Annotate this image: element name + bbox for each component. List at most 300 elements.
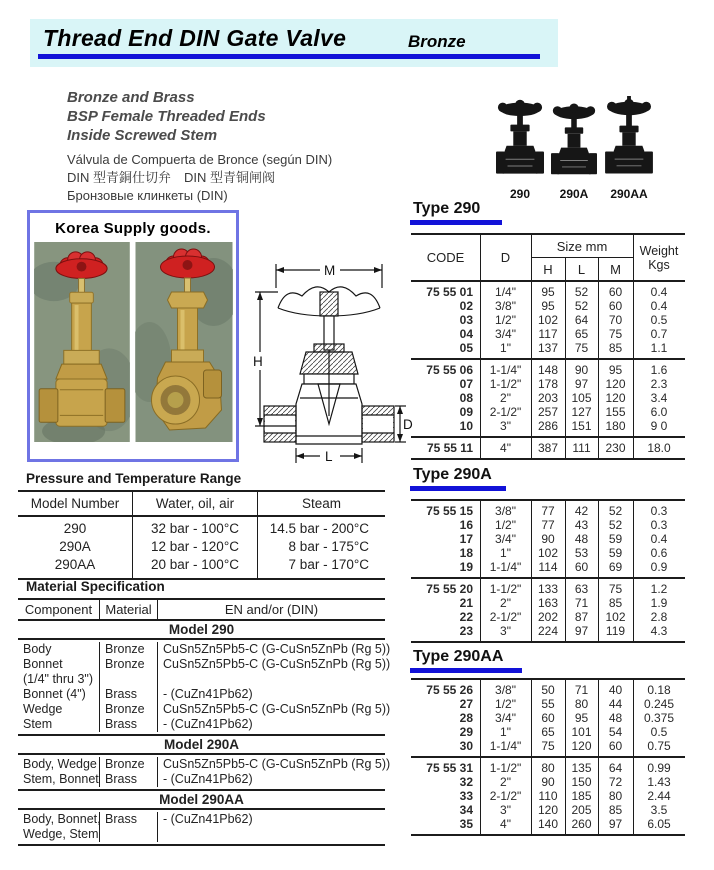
size-cell-l: 120: [571, 739, 592, 753]
size-cell-code: 75 55 01: [426, 285, 473, 299]
size-cell-h: 133: [537, 582, 559, 596]
size-cell-l: 53: [574, 546, 589, 560]
size-cell-h: 50: [541, 683, 555, 697]
size-cell-d: 1-1/2": [489, 582, 522, 596]
size-cell-l: 71: [574, 683, 589, 697]
size-cell-m: 40: [608, 683, 623, 697]
size-cell-m: 120: [605, 391, 626, 405]
size-cell-m: 44: [608, 697, 623, 711]
size-row: [411, 624, 685, 638]
size-cell-l: 48: [574, 532, 589, 546]
size-row: [411, 532, 685, 546]
size-cell-code: 03: [459, 313, 473, 327]
size-cell-d: 2-1/2": [489, 789, 522, 803]
header-d: D: [500, 250, 511, 265]
material-rows: [18, 755, 391, 789]
size-cell-h: 387: [537, 441, 559, 455]
pressure-header-water: Water, oil, air: [133, 492, 258, 517]
pressure-cell: 290AA: [18, 556, 133, 574]
size-cell-weight: 0.4: [650, 532, 668, 546]
type-290-underline: [410, 220, 502, 225]
size-cell-code: 75 55 31: [426, 761, 473, 775]
materials-header-material: Material: [100, 600, 158, 619]
model-thumbnails: [496, 96, 654, 201]
size-cell-d: 2": [500, 596, 511, 610]
size-cell-h: 257: [537, 405, 559, 419]
size-cell-l: 65: [574, 327, 589, 341]
size-cell-weight: 3.5: [650, 803, 668, 817]
size-cell-weight: 2.3: [650, 377, 668, 391]
materials-body: [18, 621, 391, 844]
size-cell-code: 02: [459, 299, 473, 313]
size-cell-d: 3/8": [495, 683, 516, 697]
material-cell: CuSn5Zn5Pb5-C (G-CuSn5ZnPb (Rg 5)): [163, 642, 391, 656]
material-cell: Bronze: [100, 642, 158, 657]
size-cell-weight: 0.3: [650, 504, 668, 518]
dim-label-m: M: [324, 263, 336, 278]
intro-translation-line: Бронзовые клинкеты (DIN): [67, 188, 228, 203]
size-cell-d: 1-1/2": [489, 761, 522, 775]
size-cell-l: 60: [574, 560, 589, 574]
size-row: [411, 441, 685, 455]
material-cell: CuSn5Zn5Pb5-C (G-CuSn5ZnPb (Rg 5)): [163, 657, 391, 671]
size-cell-h: 65: [541, 725, 555, 739]
size-cell-d: 1-1/4": [489, 560, 522, 574]
thumbnail-290aa: [604, 96, 654, 201]
material-model-band: Model 290AA: [18, 789, 385, 810]
size-cell-code: 30: [459, 739, 473, 753]
size-cell-m: 64: [608, 761, 623, 775]
size-cell-l: 95: [574, 711, 589, 725]
header-code: CODE: [426, 250, 465, 265]
intro-feature-line: Inside Screwed Stem: [67, 127, 218, 144]
size-cell-d: 3/8": [495, 504, 516, 518]
size-cell-m: 59: [608, 532, 623, 546]
material-cell: Bonnet: [18, 657, 100, 672]
size-cell-code: 07: [459, 377, 473, 391]
size-row: [411, 391, 685, 405]
size-cell-m: 48: [608, 711, 623, 725]
materials-table-title: Material Specification: [26, 579, 165, 594]
size-cell-weight: 3.4: [650, 391, 668, 405]
size-cell-d: 4": [500, 441, 511, 455]
intro-translation-line: DIN 型青銅仕切弁 DIN 型青铜闸阀: [67, 170, 276, 185]
size-cell-code: 75 55 15: [426, 504, 473, 518]
size-cell-d: 1": [500, 341, 511, 355]
photo-caption: Korea Supply goods.: [55, 220, 211, 237]
size-cell-l: 90: [574, 363, 589, 377]
size-cell-h: 224: [537, 624, 559, 638]
size-cell-code: 04: [459, 327, 473, 341]
size-cell-h: 55: [541, 697, 555, 711]
material-model-band: Model 290A: [18, 734, 385, 755]
material-cell: - (CuZn41Pb62): [163, 717, 253, 731]
materials-header-row: [18, 600, 385, 621]
material-cell: Stem: [18, 717, 100, 732]
size-cell-h: 163: [537, 596, 559, 610]
size-row: [411, 546, 685, 560]
size-table-header: [411, 235, 685, 282]
size-cell-l: 105: [571, 391, 592, 405]
size-cell-weight: 0.375: [643, 711, 675, 725]
size-cell-d: 1": [500, 725, 511, 739]
size-table-divider: [480, 501, 481, 641]
size-cell-m: 69: [608, 560, 623, 574]
material-cell: Brass: [100, 772, 158, 787]
pressure-cell: 290: [18, 517, 133, 538]
size-cell-weight: 0.7: [650, 327, 668, 341]
size-table-divider: [565, 680, 566, 834]
material-cell: Bonnet (4"): [18, 687, 100, 702]
title-banner: [30, 19, 558, 67]
size-cell-code: 75 55 06: [426, 363, 473, 377]
pressure-table-title: Pressure and Temperature Range: [26, 471, 242, 486]
size-cell-weight: 0.9: [650, 560, 668, 574]
header-m: M: [610, 261, 621, 277]
material-rows: [18, 810, 385, 844]
pressure-header-model: Model Number: [18, 492, 133, 517]
size-row: [411, 582, 685, 596]
intro-features: [67, 88, 332, 145]
material-cell: Brass: [100, 717, 158, 732]
size-cell-d: 1": [500, 546, 511, 560]
size-table-divider: [531, 680, 532, 834]
intro-feature-line: BSP Female Threaded Ends: [67, 108, 266, 125]
size-cell-weight: 1.6: [650, 363, 668, 377]
material-cell: CuSn5Zn5Pb5-C (G-CuSn5ZnPb (Rg 5)): [163, 757, 391, 771]
size-cell-l: 42: [574, 504, 589, 518]
dim-label-h: H: [253, 354, 263, 369]
size-cell-l: 111: [572, 441, 591, 455]
pressure-spacer: [133, 574, 258, 578]
size-cell-code: 75 55 26: [426, 683, 473, 697]
size-cell-d: 3/8": [495, 299, 516, 313]
size-cell-m: 60: [608, 739, 623, 753]
size-cell-d: 1/2": [495, 518, 516, 532]
size-cell-m: 102: [605, 610, 626, 624]
size-row: [411, 313, 685, 327]
size-cell-m: 52: [608, 504, 623, 518]
material-cell: [158, 672, 385, 687]
intro-block: [67, 88, 332, 205]
size-row-group: [411, 680, 685, 756]
size-cell-m: 97: [608, 817, 623, 831]
size-row: [411, 761, 685, 775]
material-cell: [100, 672, 158, 687]
size-cell-code: 09: [459, 405, 473, 419]
material-cell: - (CuZn41Pb62): [163, 772, 253, 786]
pressure-spacer: [18, 574, 133, 578]
size-cell-weight: 0.5: [650, 725, 668, 739]
material-cell: Bronze: [100, 657, 158, 672]
size-row: [411, 285, 685, 299]
header-l: L: [577, 261, 586, 277]
size-cell-h: 110: [538, 789, 558, 803]
size-cell-m: 119: [605, 624, 626, 638]
material-cell: [100, 827, 158, 842]
size-cell-d: 1/4": [495, 285, 516, 299]
size-cell-code: 22: [459, 610, 473, 624]
size-cell-h: 286: [537, 419, 559, 433]
size-cell-m: 120: [605, 377, 626, 391]
size-cell-d: 3/4": [495, 711, 516, 725]
pressure-header-steam: Steam: [258, 492, 385, 517]
size-cell-weight: 2.44: [647, 789, 671, 803]
size-cell-m: 54: [608, 725, 623, 739]
size-row: [411, 817, 685, 831]
size-cell-d: 2": [500, 775, 511, 789]
size-cell-m: 75: [608, 582, 623, 596]
materials-header-component: Component: [18, 600, 100, 619]
type-290aa-underline: [410, 668, 522, 673]
thumbnail-label: 290AA: [610, 187, 648, 201]
size-cell-h: 140: [537, 817, 559, 831]
size-cell-weight: 0.99: [647, 761, 671, 775]
size-cell-h: 80: [541, 761, 555, 775]
size-cell-m: 85: [608, 341, 623, 355]
size-cell-l: 205: [571, 803, 592, 817]
size-cell-weight: 18.0: [647, 441, 671, 455]
size-cell-h: 202: [537, 610, 559, 624]
type-290-heading: Type 290: [413, 200, 481, 217]
size-row: [411, 697, 685, 711]
material-cell: CuSn5Zn5Pb5-C (G-CuSn5ZnPb (Rg 5)): [163, 702, 391, 716]
pressure-cell: 12 bar - 120°C: [133, 538, 258, 556]
size-cell-m: 75: [608, 327, 623, 341]
material-cell: Wedge: [18, 702, 100, 717]
size-cell-d: 1-1/2": [489, 377, 522, 391]
size-table-290: [411, 233, 685, 460]
pressure-cell: 20 bar - 100°C: [133, 556, 258, 574]
size-cell-l: 80: [574, 697, 589, 711]
size-row: [411, 299, 685, 313]
pressure-cell: 7 bar - 170°C: [288, 557, 369, 572]
title-underline: [38, 54, 540, 59]
size-row-group: [411, 756, 685, 834]
material-cell: Bronze: [100, 757, 158, 772]
type-290a-heading: Type 290A: [413, 466, 492, 483]
material-cell: Brass: [100, 812, 158, 827]
size-cell-h: 75: [541, 739, 555, 753]
size-cell-l: 75: [574, 341, 589, 355]
valve-photo-angled: [135, 242, 233, 442]
size-cell-m: 60: [608, 299, 623, 313]
size-cell-code: 17: [459, 532, 473, 546]
size-cell-weight: 0.18: [647, 683, 671, 697]
size-cell-l: 43: [574, 518, 589, 532]
size-cell-l: 52: [574, 285, 589, 299]
pressure-spacer: [258, 574, 385, 578]
size-cell-d: 3": [500, 803, 511, 817]
size-cell-d: 2-1/2": [489, 610, 522, 624]
size-cell-weight: 4.3: [650, 624, 668, 638]
size-cell-m: 180: [605, 419, 626, 433]
size-table-divider: [480, 680, 481, 834]
material-model-band: Model 290: [18, 621, 385, 640]
size-cell-code: 29: [459, 725, 473, 739]
size-cell-l: 63: [574, 582, 589, 596]
size-table-divider: [633, 235, 634, 458]
size-cell-l: 135: [571, 761, 592, 775]
size-cell-m: 85: [608, 803, 623, 817]
size-cell-code: 33: [459, 789, 473, 803]
size-cell-code: 08: [459, 391, 473, 405]
size-row: [411, 504, 685, 518]
size-table-divider: [565, 501, 566, 641]
size-cell-d: 2-1/2": [489, 405, 522, 419]
type-290aa-heading: Type 290AA: [413, 648, 504, 665]
size-cell-weight: 1.2: [650, 582, 668, 596]
size-cell-d: 3": [500, 419, 511, 433]
size-cell-h: 95: [541, 285, 555, 299]
header-weight: [633, 235, 685, 280]
size-cell-code: 32: [459, 775, 473, 789]
header-size-mm: Size mm: [531, 235, 633, 258]
size-table-divider: [598, 680, 599, 834]
size-cell-d: 1-1/4": [489, 739, 522, 753]
size-cell-d: 3": [500, 624, 511, 638]
size-cell-m: 72: [608, 775, 623, 789]
pressure-cell: 14.5 bar - 200°C: [269, 521, 369, 536]
size-cell-weight: 6.05: [647, 817, 671, 831]
size-row: [411, 419, 685, 433]
size-cell-code: 21: [459, 596, 473, 610]
size-cell-m: 155: [605, 405, 626, 419]
size-row-group: [411, 358, 685, 436]
size-cell-m: 59: [608, 546, 623, 560]
intro-translation-line: Válvula de Compuerta de Bronce (según DIN): [67, 152, 333, 167]
size-cell-h: 90: [541, 775, 555, 789]
material-cell: Wedge, Stem: [18, 827, 100, 842]
material-cell: Stem, Bonnet: [18, 772, 100, 787]
size-table-290a: [411, 499, 685, 643]
size-cell-weight: 1.43: [647, 775, 671, 789]
size-cell-l: 97: [574, 377, 589, 391]
valve-290-icon: [496, 98, 544, 184]
size-table-divider: [633, 501, 634, 641]
valve-290a-icon: [551, 102, 597, 184]
material-cell: - (CuZn41Pb62): [163, 687, 253, 701]
size-cell-l: 150: [571, 775, 592, 789]
size-row: [411, 739, 685, 753]
size-cell-h: 102: [537, 313, 559, 327]
size-cell-l: 87: [574, 610, 589, 624]
intro-feature-line: Bronze and Brass: [67, 89, 195, 106]
size-table-divider: [480, 235, 481, 458]
page-title-material: Bronze: [408, 32, 466, 51]
size-cell-weight: 6.0: [650, 405, 668, 419]
size-cell-weight: 0.5: [650, 313, 668, 327]
material-cell: Body, Wedge: [18, 757, 100, 772]
size-cell-m: 70: [608, 313, 623, 327]
size-table-divider: [565, 258, 566, 458]
size-cell-m: 80: [608, 789, 623, 803]
size-cell-l: 64: [574, 313, 589, 327]
size-cell-h: 178: [537, 377, 559, 391]
size-cell-code: 05: [459, 341, 473, 355]
header-weight-unit: Kgs: [648, 257, 670, 272]
size-cell-l: 71: [574, 596, 589, 610]
size-cell-code: 19: [459, 560, 473, 574]
size-cell-code: 27: [459, 697, 473, 711]
size-row-group: [411, 436, 685, 458]
valve-290aa-icon: [604, 96, 654, 184]
size-cell-weight: 0.245: [643, 697, 675, 711]
size-cell-d: 1/2": [495, 313, 516, 327]
material-cell: - (CuZn41Pb62): [163, 812, 253, 826]
dimension-diagram: [248, 258, 414, 472]
pressure-cell: 290A: [18, 538, 133, 556]
size-cell-code: 75 55 20: [426, 582, 473, 596]
size-cell-weight: 1.1: [650, 341, 668, 355]
size-cell-h: 203: [537, 391, 559, 405]
thumbnail-290: [496, 98, 544, 201]
thumbnail-label: 290: [509, 187, 531, 201]
size-cell-d: 1/2": [495, 697, 516, 711]
size-table-divider: [633, 680, 634, 834]
size-table-divider: [531, 235, 532, 458]
material-cell: Body, Bonnet,: [18, 812, 100, 827]
size-row: [411, 683, 685, 697]
size-cell-weight: 0.75: [647, 739, 671, 753]
size-row: [411, 803, 685, 817]
size-cell-code: 28: [459, 711, 473, 725]
material-cell: (1/4" thru 3"): [18, 672, 100, 687]
dim-label-l: L: [325, 449, 333, 464]
photo-box: [27, 210, 239, 462]
size-cell-h: 114: [538, 560, 558, 574]
size-cell-h: 117: [538, 327, 558, 341]
size-cell-code: 35: [459, 817, 473, 831]
size-cell-weight: 1.9: [650, 596, 668, 610]
size-row-group: [411, 577, 685, 641]
size-row: [411, 405, 685, 419]
size-cell-weight: 0.3: [650, 518, 668, 532]
type-290a-underline: [410, 486, 506, 491]
size-cell-h: 102: [537, 546, 559, 560]
size-cell-weight: 2.8: [650, 610, 668, 624]
material-cell: [158, 827, 385, 842]
size-cell-h: 60: [541, 711, 555, 725]
size-row: [411, 327, 685, 341]
size-row-group: [411, 282, 685, 358]
size-cell-code: 34: [459, 803, 473, 817]
size-cell-code: 23: [459, 624, 473, 638]
size-row: [411, 610, 685, 624]
size-cell-code: 75 55 11: [426, 441, 473, 455]
size-cell-code: 18: [459, 546, 473, 560]
size-row: [411, 341, 685, 355]
size-cell-code: 10: [459, 419, 473, 433]
size-table-divider: [598, 258, 599, 458]
size-cell-l: 97: [574, 624, 589, 638]
size-cell-m: 85: [608, 596, 623, 610]
size-cell-l: 101: [571, 725, 592, 739]
size-cell-d: 3/4": [495, 532, 516, 546]
size-cell-d: 3/4": [495, 327, 516, 341]
size-row: [411, 560, 685, 574]
size-cell-code: 16: [459, 518, 473, 532]
size-cell-m: 60: [608, 285, 623, 299]
size-cell-m: 52: [608, 518, 623, 532]
valve-photo-front: [34, 242, 130, 442]
size-cell-h: 90: [541, 532, 555, 546]
size-cell-h: 77: [541, 504, 555, 518]
size-row: [411, 518, 685, 532]
size-row: [411, 596, 685, 610]
header-weight-label: Weight: [639, 243, 679, 258]
size-table-divider: [598, 501, 599, 641]
